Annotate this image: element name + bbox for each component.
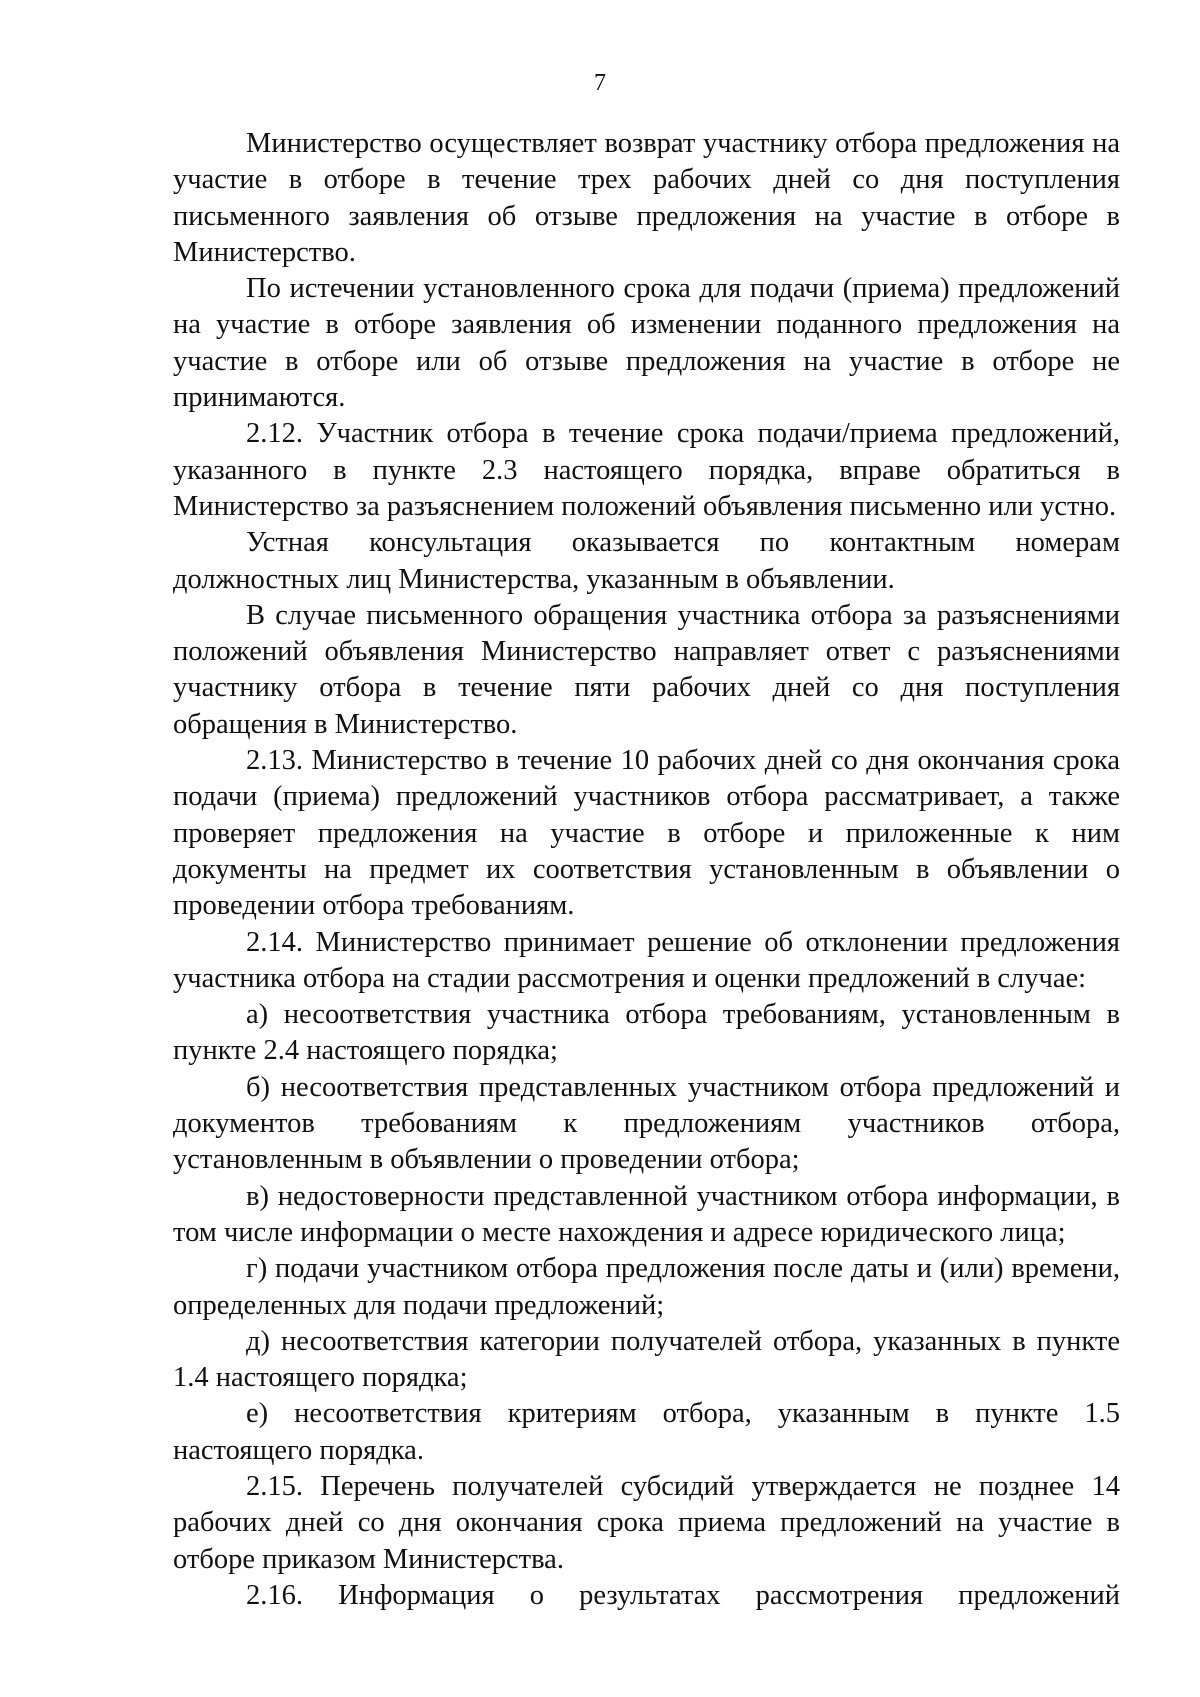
paragraph-deadline-expiry: По истечении установленного срока для подачи (приема) предложений на участие в отборе заявления об изменении поданного предложения на участие в отборе или об отзыве предложения на участие в отборе не принимаются. <box>173 273 1120 414</box>
paragraph-2-16: 2.16. Информация о результатах рассмотрения предложений <box>246 1579 1120 1611</box>
paragraph-2-13: 2.13. Министерство в течение 10 рабочих дней со дня окончания срока подачи (приема) предложений участников отбора рассматривает, а также проверяет предложения на участие в отборе и приложенные к ним документы на предмет их соответствия установленным в объявлении о проведении отбора требованиям. <box>173 745 1120 922</box>
list-item-b: б) несоответствия представленных участником отбора предложений и документов требованиям к предложениям участников отбора, установленным в объявлении о проведении отбора; <box>173 1071 1120 1176</box>
list-item-e: е) несоответствия критериям отбора, указанным в пункте 1.5 настоящего порядка. <box>173 1398 1120 1466</box>
document-body <box>173 126 1120 1614</box>
list-item-a: а) несоответствия участника отбора требованиям, установленным в пункте 2.4 настоящего порядка; <box>173 999 1120 1067</box>
paragraph-oral-consultation: Устная консультация оказывается по контактным номерам должностных лиц Министерства, указанным в объявлении. <box>173 527 1120 595</box>
paragraph-written-request: В случае письменного обращения участника отбора за разъяснениями положений объявления Министерство направляет ответ с разъяснениями участнику отбора в течение пяти рабочих дней со дня поступления обращения в Министерство. <box>173 599 1120 740</box>
paragraph-2-15: 2.15. Перечень получателей субсидий утверждается не позднее 14 рабочих дней со дня окончания срока приема предложений на участие в отборе приказом Министерства. <box>173 1470 1120 1575</box>
paragraph-2-14: 2.14. Министерство принимает решение об отклонении предложения участника отбора на стадии рассмотрения и оценки предложений в случае: <box>173 926 1120 994</box>
list-item-d: д) несоответствия категории получателей отбора, указанных в пункте 1.4 настоящего порядка; <box>173 1325 1120 1394</box>
page-number: 7 <box>594 70 606 96</box>
paragraph-2-12: 2.12. Участник отбора в течение срока подачи/приема предложений, указанного в пункте 2.3 настоящего порядка, вправе обратиться в Министерство за разъяснением положений объявления письменно или устно. <box>173 418 1120 522</box>
paragraph-return-of-proposal: Министерство осуществляет возврат участнику отбора предложения на участие в отборе в течение трех рабочих дней со дня поступления письменного заявления об отзыве предложения на участие в отборе в Министерство. <box>173 128 1120 268</box>
list-item-v: в) недостоверности представленной участником отбора информации, в том числе информации о месте нахождения и адресе юридического лица; <box>173 1180 1120 1248</box>
list-item-g: г) подачи участником отбора предложения после даты и (или) времени, определенных для подачи предложений; <box>173 1253 1120 1321</box>
